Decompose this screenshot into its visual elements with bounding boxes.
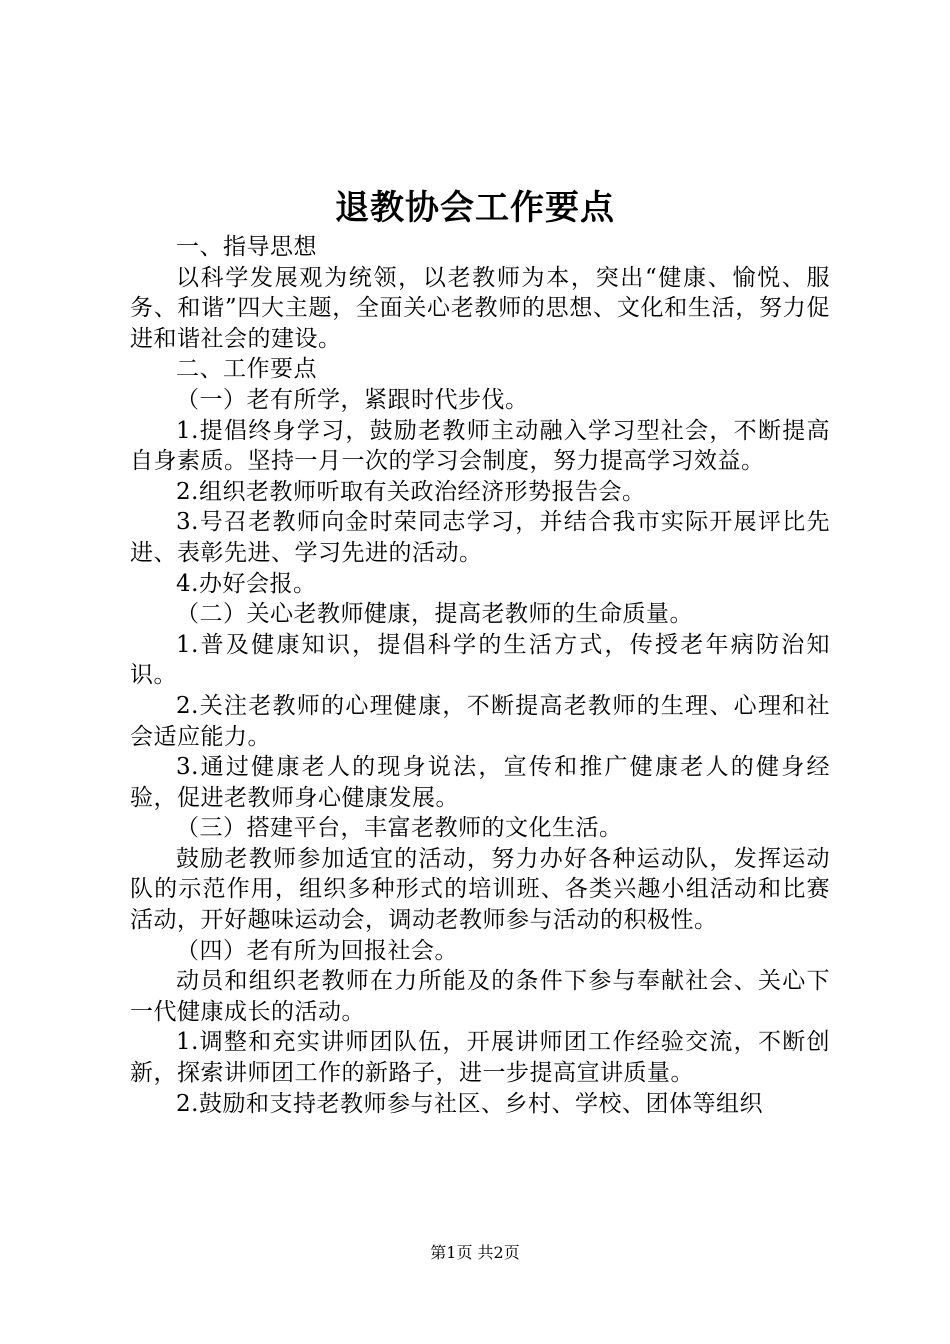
subheading: （四）老有所为回报社会。 — [176, 937, 458, 964]
heading-work-points: 二、工作要点 — [176, 356, 317, 383]
subheading: （三）搭建平台，丰富老教师的文化生活。 — [176, 815, 623, 842]
subheading: （一）老有所学，紧跟时代步伐。 — [176, 386, 529, 413]
page-footer: 第1页 共2页 — [430, 1243, 520, 1262]
document-body — [130, 232, 830, 1119]
list-item: 2.关注老教师的心理健康，不断提高老教师的生理、心理和社会适应能力。 — [130, 692, 830, 750]
list-item: 3.号召老教师向金时荣同志学习，并结合我市实际开展评比先进、表彰先进、学习先进的活动。 — [130, 509, 830, 566]
list-item: 1.提倡终身学习，鼓励老教师主动融入学习型社会，不断提高自身素质。坚持一月一次的学习会制度，努力提高学习效益。 — [130, 417, 830, 475]
list-item: 4.办好会报。 — [176, 570, 317, 597]
list-item: 1.调整和充实讲师团队伍，开展讲师团工作经验交流，不断创新，探索讲师团工作的新路子，进一步提高宣讲质量。 — [130, 1029, 830, 1087]
paragraph: 以科学发展观为统领，以老教师为本，突出“健康、愉悦、服务、和谐”四大主题，全面关心老教师的思想、文化和生活，努力促进和谐社会的建设。 — [130, 264, 830, 352]
paragraph: 鼓励老教师参加适宜的活动，努力办好各种运动队，发挥运动队的示范作用，组织多种形式的培训班、各类兴趣小组活动和比赛活动，开好趣味运动会，调动老教师参与活动的积极性。 — [130, 845, 830, 934]
list-item: 3.通过健康老人的现身说法，宣传和推广健康老人的健身经验，促进老教师身心健康发展。 — [130, 754, 830, 811]
list-item: 2.鼓励和支持老教师参与社区、乡村、学校、团体等组织 — [176, 1090, 763, 1117]
paragraph: 动员和组织老教师在力所能及的条件下参与奉献社会、关心下一代健康成长的活动。 — [130, 968, 830, 1025]
heading-guiding-thought: 一、指导思想 — [176, 234, 317, 260]
list-item: 1.普及健康知识，提倡科学的生活方式，传授老年病防治知识。 — [130, 631, 830, 689]
document-title: 退教协会工作要点 — [335, 188, 615, 228]
subheading: （二）关心老教师健康，提高老教师的生命质量。 — [176, 601, 693, 628]
list-item: 2.组织老教师听取有关政治经济形势报告会。 — [176, 478, 646, 505]
